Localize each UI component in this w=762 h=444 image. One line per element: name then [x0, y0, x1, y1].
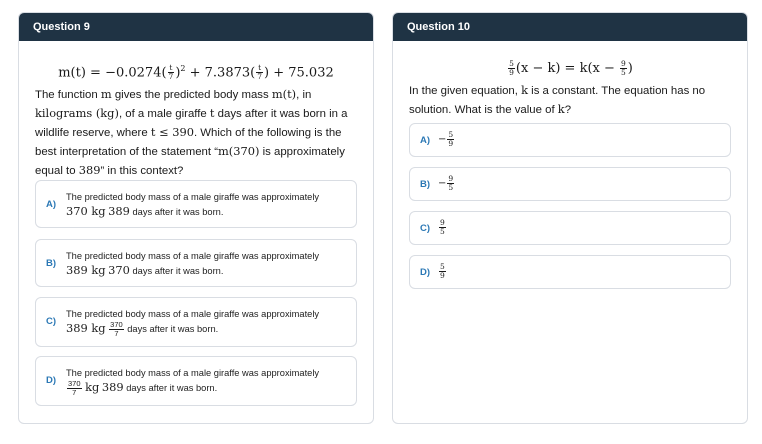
q9-formula-frac-2-den: 7: [257, 72, 263, 82]
choice-frac-den: 9: [448, 139, 454, 148]
choice-frac: [439, 263, 446, 280]
q10-formula-frac-1-num: 5: [509, 59, 514, 68]
q9-formula: [19, 59, 373, 83]
choice-line-2: [66, 263, 348, 278]
choice-math: 370: [108, 263, 130, 277]
choice-line-1: The predicted body mass of a male giraffe was approximately: [66, 309, 320, 319]
choice-math: 389: [101, 380, 124, 394]
q9-prompt-text: gives the predicted body mass: [111, 89, 272, 102]
question-9-card: [18, 12, 374, 424]
q9-formula-paren: (: [161, 65, 167, 81]
choice-letter: C): [46, 316, 57, 327]
choice-rest: days after it was born.: [129, 207, 224, 217]
q9-formula-frac-2-num: t: [258, 63, 262, 73]
q9-choice-c[interactable]: [35, 297, 357, 347]
choice-rest: days after it was born.: [124, 324, 219, 334]
q9-prompt-text: is approximately equal to: [35, 146, 345, 178]
q9-formula-close: ): [175, 65, 181, 81]
q10-formula-frac-1: [508, 60, 515, 77]
choice-letter: A): [46, 199, 57, 210]
choice-math: kg: [85, 380, 100, 394]
q9-prompt-math: 389: [78, 163, 101, 178]
q9-prompt-math: kilograms (kg): [35, 106, 119, 121]
q9-prompt-math: m(t): [271, 87, 297, 102]
q9-formula-frac-1: [168, 64, 175, 81]
choice-frac-den: 7: [114, 329, 119, 339]
q10-choice-a[interactable]: [409, 123, 731, 157]
q10-prompt-text: is a constant. The equation has no solution. What is the value of: [409, 85, 706, 116]
q9-formula-frac-1-den: 7: [168, 72, 174, 82]
choice-frac-den: 9: [440, 271, 445, 280]
q9-prompt-math: m(370): [218, 144, 260, 159]
q9-formula-paren-2: (: [250, 65, 256, 81]
choice-frac-num: 370: [110, 320, 123, 330]
choice-answer: [438, 263, 447, 281]
q9-formula-exponent: 2: [180, 64, 186, 73]
choice-rest: days after it was born.: [129, 266, 224, 276]
question-10-header: Question 10: [393, 13, 747, 41]
q9-formula-lhs: m(t) = −0.0274: [58, 65, 162, 81]
choice-letter: A): [420, 135, 431, 146]
choice-frac-den: 5: [440, 227, 445, 236]
choice-line-1: The predicted body mass of a male giraffe was approximately: [66, 251, 320, 261]
q9-prompt-text: . Which of the following is the best interpretation of the statement “: [35, 127, 342, 159]
q9-prompt-text: ” in this context?: [100, 165, 184, 178]
choice-frac: [447, 131, 454, 148]
q10-formula-frac-2-num: 9: [621, 59, 626, 68]
choice-math: 389 kg: [66, 263, 106, 277]
q10-prompt-text: ?: [564, 104, 572, 116]
choice-line-2: [66, 380, 348, 397]
choice-answer: [438, 219, 447, 237]
q10-prompt-math: k: [521, 83, 528, 97]
q9-choice-d[interactable]: [35, 356, 357, 406]
choice-frac: [447, 175, 454, 192]
choice-frac-den: 5: [448, 183, 454, 192]
choice-sign: −: [438, 178, 447, 189]
choice-math: 389 kg: [66, 321, 106, 335]
q9-prompt-math: m: [100, 87, 112, 102]
q9-formula-frac-1-num: t: [169, 63, 173, 73]
choice-text: [66, 366, 348, 397]
choice-line-1: The predicted body mass of a male giraffe was approximately: [66, 192, 320, 202]
q9-prompt-math: t ≤ 390: [150, 125, 194, 140]
q10-formula-part-1: (x − k) = k: [515, 61, 588, 76]
choice-frac-num: 9: [448, 174, 454, 183]
choice-letter: B): [420, 179, 431, 190]
choice-text: [66, 190, 348, 219]
choice-line-2: [66, 204, 348, 219]
q10-choice-c[interactable]: [409, 211, 731, 245]
choice-letter: B): [46, 258, 57, 269]
choice-frac: [67, 380, 82, 397]
choice-text: [66, 307, 348, 338]
q9-prompt: [19, 85, 373, 180]
question-9-header: Question 9: [19, 13, 373, 41]
q9-prompt-text: days after it was born in a wildlife reserve, where: [35, 108, 348, 140]
q10-formula-part-2: (x −: [587, 61, 620, 76]
q10-choice-b[interactable]: [409, 167, 731, 201]
q10-formula-frac-1-den: 9: [509, 68, 514, 77]
q10-formula-part-3: ): [627, 61, 633, 76]
choice-frac-num: 9: [440, 218, 445, 227]
q9-choice-a[interactable]: [35, 180, 357, 228]
q10-formula-frac-2: [620, 60, 627, 77]
choice-answer: [438, 131, 455, 149]
q9-prompt-text: The function: [35, 89, 101, 102]
q9-choice-b[interactable]: [35, 239, 357, 287]
choice-math: 370 kg: [66, 204, 106, 218]
choice-text: [66, 249, 348, 278]
q10-prompt-text: In the given equation,: [409, 85, 522, 97]
q9-prompt-math: t: [209, 106, 215, 121]
q9-formula-tail: + 75.032: [269, 65, 334, 81]
choice-letter: C): [420, 223, 431, 234]
q9-prompt-text: , of a male giraffe: [118, 108, 210, 121]
choice-frac-num: 370: [68, 379, 81, 389]
choice-frac-num: 5: [448, 130, 454, 139]
choice-frac-den: 7: [72, 388, 77, 398]
choice-frac: [439, 219, 446, 236]
choice-sign: −: [438, 134, 447, 145]
q10-prompt-math: k: [557, 102, 565, 116]
choice-line-1: The predicted body mass of a male giraffe was approximately: [66, 368, 320, 378]
question-10-card: [392, 12, 748, 424]
choice-frac: [109, 321, 124, 338]
choice-letter: D): [420, 267, 431, 278]
q10-formula: [393, 59, 747, 79]
q9-prompt-text: , in: [296, 89, 312, 102]
choice-answer: [438, 175, 455, 193]
q10-prompt: [393, 81, 747, 119]
q9-formula-close-2: ): [264, 65, 270, 81]
choice-line-2: [66, 321, 348, 338]
q9-formula-mid: + 7.3873: [185, 65, 251, 81]
choice-rest: days after it was born.: [123, 383, 218, 393]
q10-formula-frac-2-den: 5: [621, 68, 626, 77]
choice-math: 389: [108, 204, 130, 218]
q9-formula-frac-2: [256, 64, 263, 81]
choice-frac-num: 5: [440, 262, 445, 271]
q10-choice-d[interactable]: [409, 255, 731, 289]
choice-letter: D): [46, 375, 57, 386]
